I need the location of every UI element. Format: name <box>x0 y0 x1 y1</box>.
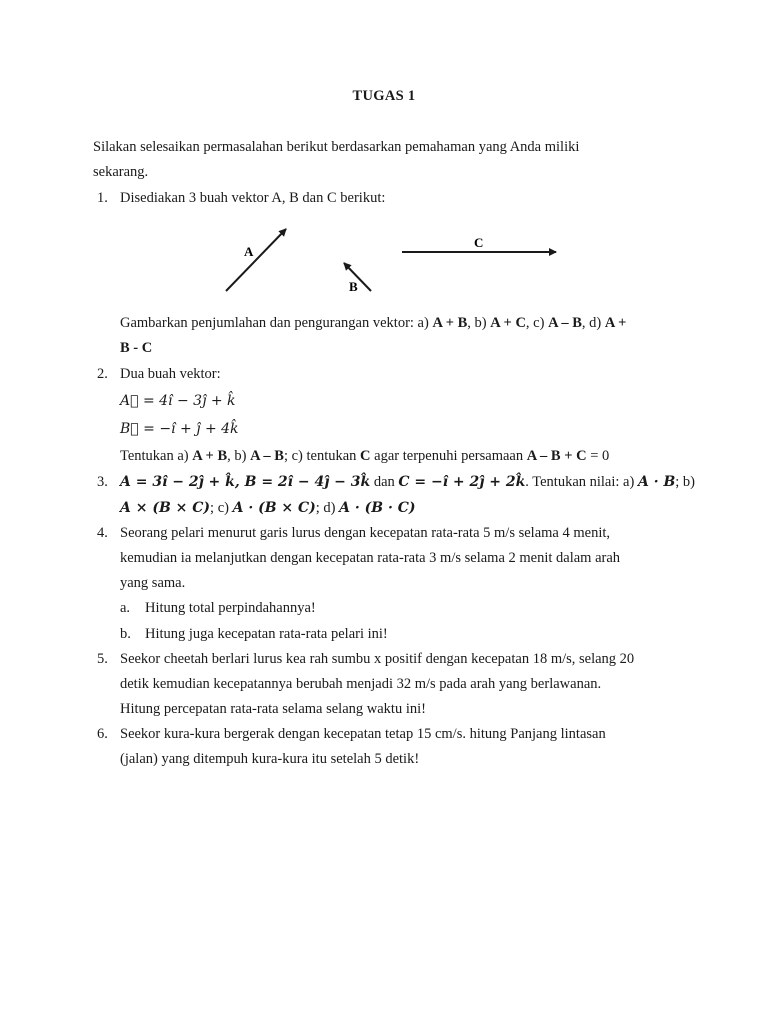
item-3-line-2: A × (B × C); c) A · (B × C); d) A · (B · C) <box>120 500 416 516</box>
item-2-equation-a: A⃗ = 4ı̂ − 3ȷ̂ + k̂ <box>120 393 236 409</box>
item-6-number: 6. <box>97 726 108 742</box>
item-5-number: 5. <box>97 651 108 667</box>
item-4-sub-a: Hitung total perpindahannya! <box>145 600 316 616</box>
item-1-text: Disediakan 3 buah vektor A, B dan C berikut: <box>120 190 386 206</box>
item-2-task: Tentukan a) A + B, b) A – B; c) tentukan C agar terpenuhi persamaan A – B + C = 0 <box>120 448 610 464</box>
vector-a-label: A <box>244 244 254 259</box>
item-4-number: 4. <box>97 525 108 541</box>
vector-c-label: C <box>474 235 484 250</box>
item-4-sub-a-label: a. <box>120 600 131 616</box>
item-4-sub-b-label: b. <box>120 626 131 642</box>
item-1-number: 1. <box>97 190 108 206</box>
item-2-text: Dua buah vektor: <box>120 366 221 382</box>
item-1-task-line-2: B - C <box>120 340 153 356</box>
item-3-line-1: A = 3ı̂ − 2ȷ̂ + k̂, B = 2ı̂ − 4ȷ̂ − 3k̂ dan C = −ı̂ + 2ȷ̂ + 2k̂. Tentukan nilai: a) A · B; b) <box>120 474 696 490</box>
vector-a-arrow <box>226 229 286 291</box>
item-5-line-1: Seekor cheetah berlari lurus kea rah sumbu x positif dengan kecepatan 18 m/s, selang 20 <box>120 651 635 667</box>
item-6-line-1: Seekor kura-kura bergerak dengan kecepatan tetap 15 cm/s. hitung Panjang lintasan <box>120 726 606 742</box>
item-2-equation-b: B⃗ = −ı̂ + ȷ̂ + 4k̂ <box>120 421 239 437</box>
item-4-line-3: yang sama. <box>120 575 186 591</box>
item-1-task-line-1: Gambarkan penjumlahan dan pengurangan vektor: a) A + B, b) A + C, c) A – B, d) A + <box>120 315 627 331</box>
vector-diagram <box>200 220 580 300</box>
item-3-number: 3. <box>97 474 108 490</box>
intro-line-1: Silakan selesaikan permasalahan berikut berdasarkan pemahaman yang Anda miliki <box>93 139 580 155</box>
intro-line-2: sekarang. <box>93 164 149 180</box>
item-6-line-2: (jalan) yang ditempuh kura-kura itu setelah 5 detik! <box>120 751 420 767</box>
vector-b-label: B <box>349 279 358 294</box>
item-4-line-1: Seorang pelari menurut garis lurus dengan kecepatan rata-rata 5 m/s selama 4 menit, <box>120 525 610 541</box>
item-4-sub-b: Hitung juga kecepatan rata-rata pelari ini! <box>145 626 388 642</box>
item-5-line-2: detik kemudian kecepatannya berubah menjadi 32 m/s pada arah yang berlawanan. <box>120 676 602 692</box>
page-title: TUGAS 1 <box>352 88 416 104</box>
item-2-number: 2. <box>97 366 108 382</box>
item-5-line-3: Hitung percepatan rata-rata selama selang waktu ini! <box>120 701 426 717</box>
item-4-line-2: kemudian ia melanjutkan dengan kecepatan rata-rata 3 m/s selama 2 menit dalam arah <box>120 550 621 566</box>
